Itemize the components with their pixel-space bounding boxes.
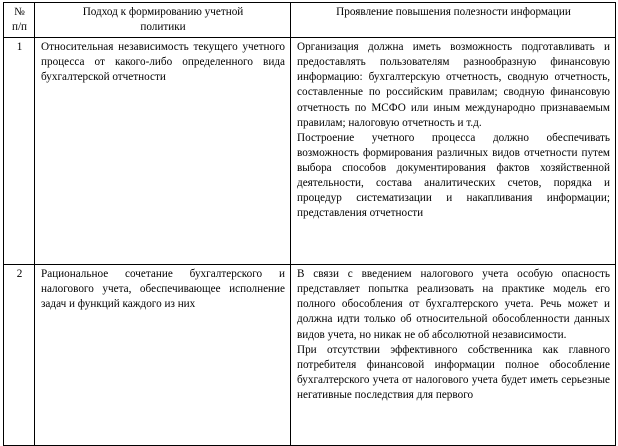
column-header-manifestation	[291, 3, 616, 38]
table-header-row	[4, 3, 616, 38]
row-manifestation-cell	[291, 38, 616, 265]
row-manifestation-cell	[291, 265, 616, 446]
manifestation-paragraph: При отсутствии эффективного собственника как главного потребителя финансовой информации полное обособление бухгалтерского учета от налогового учета будет иметь серьезные негативные последствия для первого	[297, 343, 610, 401]
column-header-approach-line2: политики	[140, 21, 186, 34]
column-header-number-line2: п/п	[11, 21, 28, 34]
table-body	[4, 38, 616, 446]
policy-approaches-table	[3, 2, 616, 446]
row-approach-cell: Рациональное сочетание бухгалтерского и налогового учета, обеспечивающее исполнение задач и функций каждого из них	[35, 265, 291, 446]
manifestation-paragraph: В связи с введением налогового учета особую опасность представляет попытка реализовать на практике модель его полного обособления от бухгалтерского учета. Речь может и должна идти только об относительной обособленности данных видов учета, но никак не об абсолютной независимости.	[297, 268, 610, 341]
row-number-cell: 1	[4, 38, 35, 265]
column-header-number	[4, 3, 35, 38]
row-number-cell: 2	[4, 265, 35, 446]
manifestation-paragraph: Построение учетного процесса должно обеспечивать возможность формирования различных видов отчетности путем выбора способов документирования фактов хозяйственной деятельности, состава аналитических счетов, порядка и процедур систематизации и накапливания информации; представления отчетности	[297, 131, 610, 220]
table-row	[4, 265, 616, 446]
column-header-manifestation-line1: Проявление повышения полезности информации	[336, 6, 571, 18]
column-header-number-line1: №	[14, 6, 25, 18]
manifestation-paragraph: Организация должна иметь возможность подготавливать и предоставлять пользователям разнообразную финансовую информацию: бухгалтерскую отчетность, сводную отчетность, составленные по российским правилам; сводную финансовую отчетность по МСФО или иным международно признаваемым правилам; налоговую отчетность и т.д.	[297, 41, 610, 129]
row-approach-cell: Относительная независимость текущего учетного процесса от какого-либо определенного вида бухгалтерской отчетности	[35, 38, 291, 265]
table-header	[4, 3, 616, 38]
column-header-approach	[35, 3, 291, 38]
column-header-approach-line1: Подход к формированию учетной	[82, 6, 244, 18]
table-row	[4, 38, 616, 265]
